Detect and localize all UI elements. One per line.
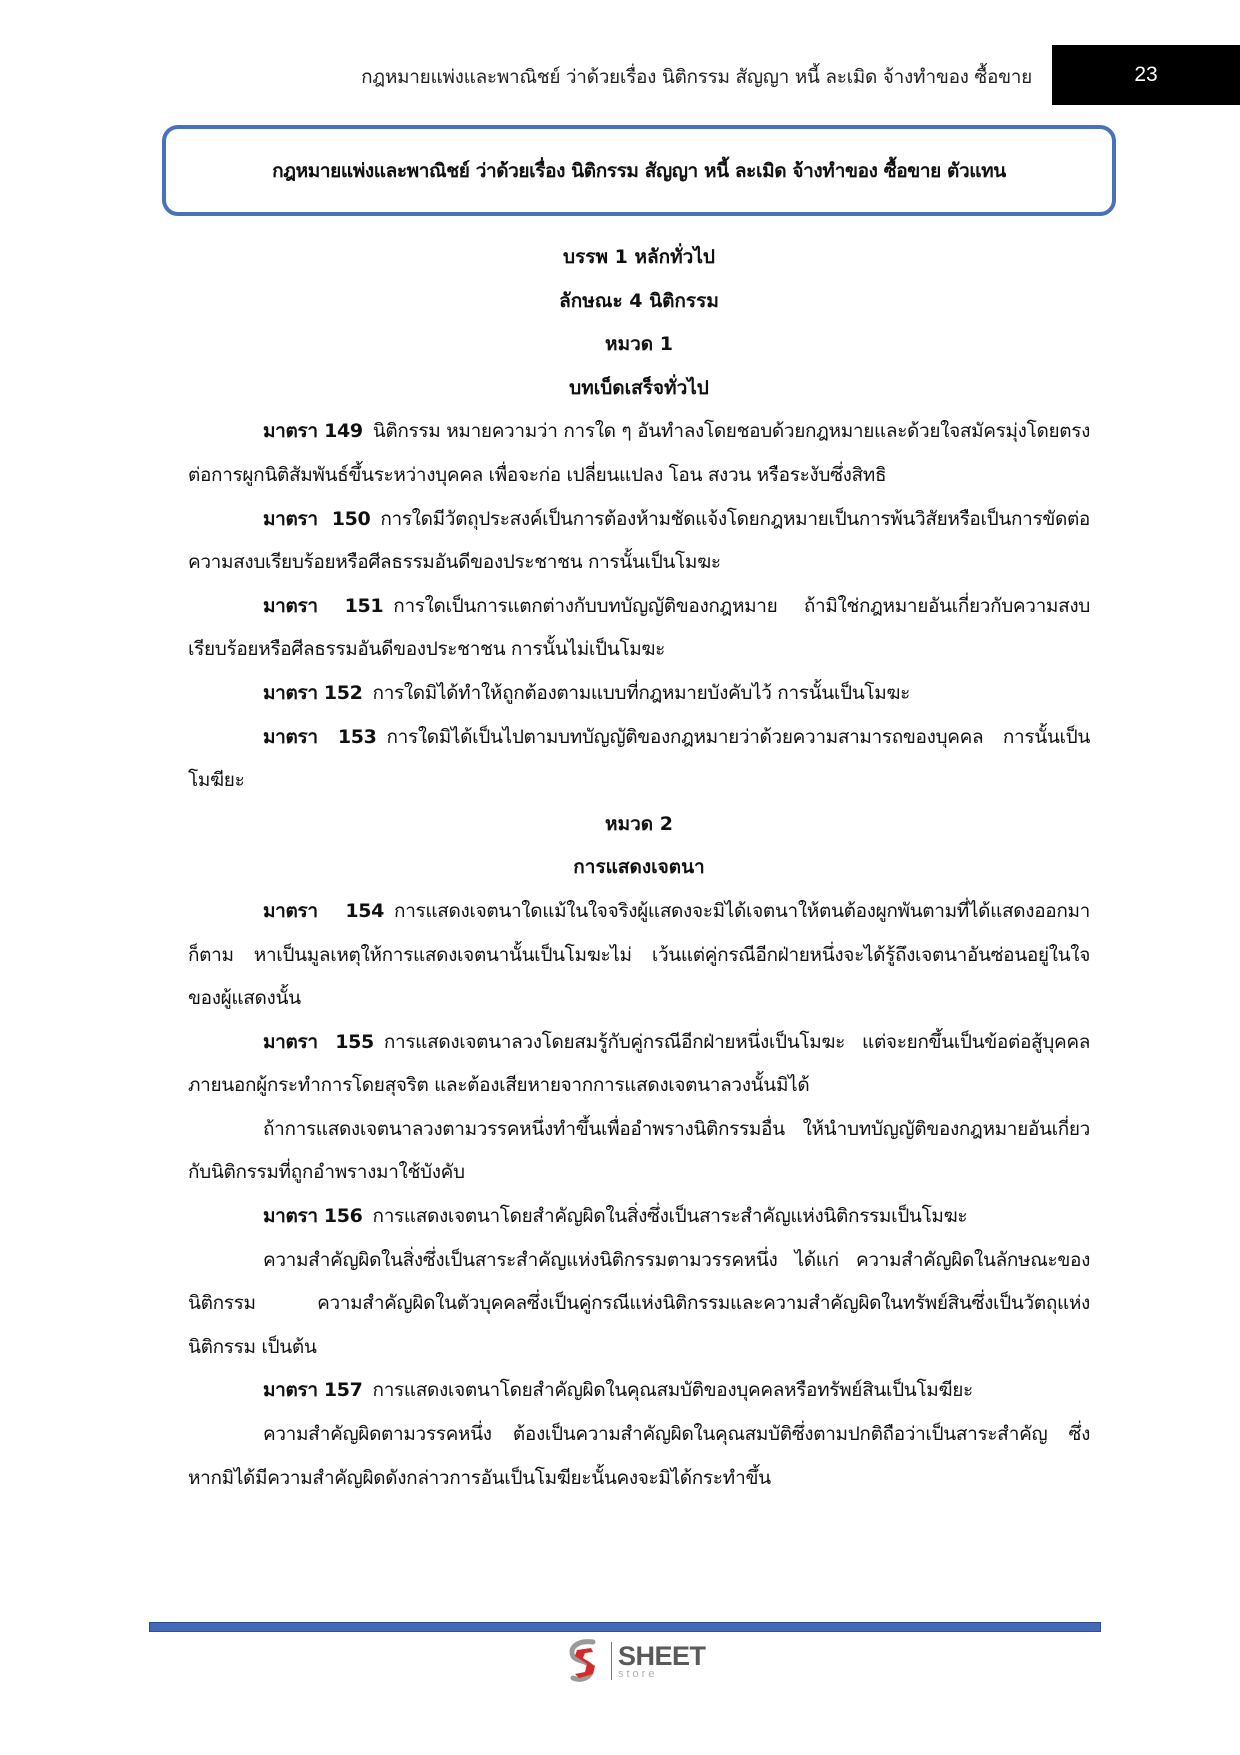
- section-157-paragraph-2: [188, 1413, 1090, 1500]
- section-label: มาตรา 151: [263, 594, 384, 617]
- title-heading: ลักษณะ 4 นิติกรรม: [559, 289, 719, 312]
- chapter-1-heading: หมวด 1: [605, 333, 673, 356]
- section-text: ความสำคัญผิดในสิ่งซึ่งเป็นสาระสำคัญแห่งนิติกรรมตามวรรคหนึ่ง ได้แก่ ความสำคัญผิดในลักษณะของนิติกรรม ความสำคัญผิดในตัวบุคคลซึ่งเป็นคู่กรณีแห่งนิติกรรมและความสำคัญผิดในทรัพย์สินซึ่งเป็นวัตถุแห่งนิติกรรม เป็นต้น: [188, 1248, 1090, 1358]
- section-151: [188, 585, 1090, 672]
- sheet-store-logo: [563, 1637, 723, 1685]
- section-text: การใดมีวัตถุประสงค์เป็นการต้องห้ามชัดแจ้งโดยกฎหมายเป็นการพ้นวิสัยหรือเป็นการขัดต่อความสงบเรียบร้อยหรือศีลธรรมอันดีของประชาชน การนั้นเป็นโมฆะ: [188, 507, 1090, 574]
- section-149: [188, 410, 1090, 497]
- sheet-store-s-icon: [563, 1638, 607, 1684]
- chapter-2-heading: หมวด 2: [605, 812, 673, 835]
- section-153: [188, 716, 1090, 803]
- section-156-paragraph-2: [188, 1239, 1090, 1370]
- section-text: การแสดงเจตนาใดแม้ในใจจริงผู้แสดงจะมิได้เจตนาให้ตนต้องผูกพันตามที่ได้แสดงออกมาก็ตาม หาเป็นมูลเหตุให้การแสดงเจตนานั้นเป็นโมฆะไม่ เว้นแต่คู่กรณีอีกฝ่ายหนึ่งจะได้รู้ถึงเจตนาอันซ่อนอยู่ในใจของผู้แสดงนั้น: [188, 899, 1090, 1010]
- logo-sheet-text: SHEET: [618, 1640, 706, 1671]
- page-number-box: [1052, 45, 1240, 105]
- section-150: [188, 498, 1090, 585]
- section-text: การแสดงเจตนาโดยสำคัญผิดในคุณสมบัติของบุคคลหรือทรัพย์สินเป็นโมฆียะ: [372, 1379, 973, 1402]
- section-157: [188, 1369, 1090, 1413]
- section-label: มาตรา 155: [263, 1030, 374, 1053]
- section-155: [188, 1021, 1090, 1108]
- section-label: มาตรา 152: [263, 681, 363, 704]
- section-label: มาตรา 153: [263, 725, 377, 748]
- page-number: 23: [1134, 63, 1158, 86]
- section-label: มาตรา 149: [263, 420, 363, 443]
- document-title-box: [162, 125, 1116, 216]
- section-152: [188, 672, 1090, 716]
- logo-store-text: store: [618, 1667, 658, 1680]
- book-heading: บรรพ 1 หลักทั่วไป: [563, 246, 715, 268]
- section-text: การแสดงเจตนาโดยสำคัญผิดในสิ่งซึ่งเป็นสาระสำคัญแห่งนิติกรรมเป็นโมฆะ: [372, 1205, 968, 1228]
- section-text: การใดมิได้เป็นไปตามบทบัญญัติของกฎหมายว่าด้วยความสามารถของบุคคล การนั้นเป็นโมฆียะ: [188, 725, 1090, 792]
- running-header-title: กฎหมายแพ่งและพาณิชย์ ว่าด้วยเรื่อง นิติกรรม สัญญา หนี้ ละเมิด จ้างทำของ ซื้อขาย: [361, 66, 1032, 88]
- section-text: การแสดงเจตนาลวงโดยสมรู้กับคู่กรณีอีกฝ่ายหนึ่งเป็นโมฆะ แต่จะยกขึ้นเป็นข้อต่อสู้บุคคลภายนอกผู้กระทำการโดยสุจริต และต้องเสียหายจากการแสดงเจตนาลวงนั้นมิได้: [188, 1030, 1090, 1097]
- chapter-2-name: การแสดงเจตนา: [573, 856, 705, 879]
- logo-divider: [611, 1642, 612, 1680]
- section-text: นิติกรรม หมายความว่า การใด ๆ อันทำลงโดยชอบด้วยกฎหมายและด้วยใจสมัครมุ่งโดยตรงต่อการผูกนิติสัมพันธ์ขึ้นระหว่างบุคคล เพื่อจะก่อ เปลี่ยนแปลง โอน สงวน หรือระงับซึ่งสิทธิ: [188, 420, 1090, 486]
- chapter-1-name: บทเบ็ดเสร็จทั่วไป: [569, 376, 709, 399]
- logo-wordmark: [618, 1640, 706, 1680]
- section-label: มาตรา 156: [263, 1205, 363, 1228]
- section-label: มาตรา 154: [263, 899, 385, 922]
- footer-divider: [149, 1622, 1101, 1632]
- section-text: ความสำคัญผิดตามวรรคหนึ่ง ต้องเป็นความสำคัญผิดในคุณสมบัติซึ่งตามปกติถือว่าเป็นสาระสำคัญ ซึ่งหากมิได้มีความสำคัญผิดดังกล่าวการอันเป็นโมฆียะนั้นคงจะมิได้กระทำขึ้น: [188, 1423, 1090, 1489]
- section-155-paragraph-2: [188, 1108, 1090, 1195]
- section-154: [188, 890, 1090, 1021]
- section-text: การใดมิได้ทำให้ถูกต้องตามแบบที่กฎหมายบังคับไว้ การนั้นเป็นโมฆะ: [372, 681, 911, 704]
- section-label: มาตรา 150: [263, 507, 371, 530]
- document-body: [188, 236, 1090, 1500]
- section-156: [188, 1195, 1090, 1239]
- section-label: มาตรา 157: [263, 1379, 363, 1402]
- section-text: การใดเป็นการแตกต่างกับบทบัญญัติของกฎหมาย ถ้ามิใช่กฎหมายอันเกี่ยวกับความสงบเรียบร้อยหรือศีลธรรมอันดีของประชาชน การนั้นไม่เป็นโมฆะ: [188, 594, 1090, 661]
- section-text: ถ้าการแสดงเจตนาลวงตามวรรคหนึ่งทำขึ้นเพื่ออำพรางนิติกรรมอื่น ให้นำบทบัญญัติของกฎหมายอันเกี่ยวกับนิติกรรมที่ถูกอำพรางมาใช้บังคับ: [188, 1117, 1090, 1184]
- document-title: กฎหมายแพ่งและพาณิชย์ ว่าด้วยเรื่อง นิติกรรม สัญญา หนี้ ละเมิด จ้างทำของ ซื้อขาย ตัวแทน: [272, 159, 1006, 182]
